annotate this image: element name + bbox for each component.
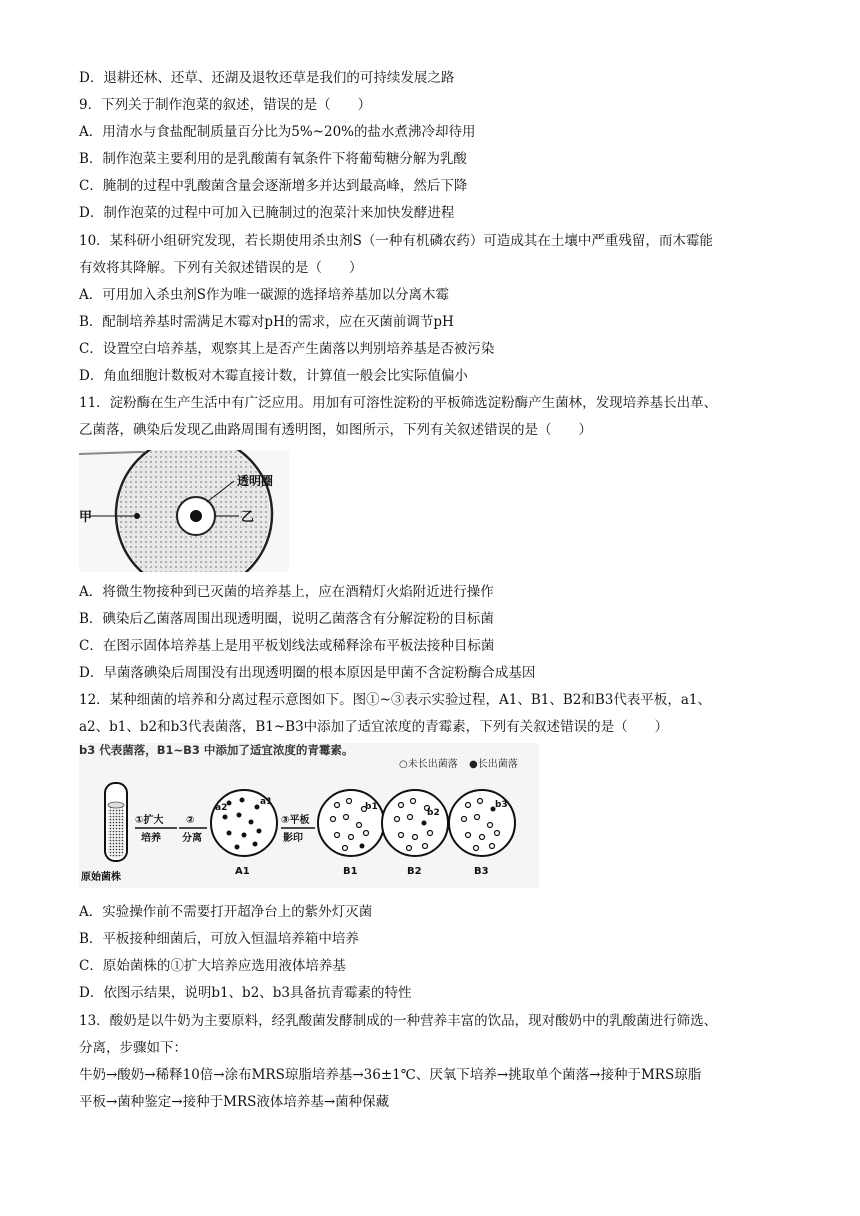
test-tube-icon <box>105 783 127 861</box>
question-11-stem: 11．淀粉酶在生产生活中有广泛应用。用加有可溶性淀粉的平板筛选淀粉酶产生菌林，发现培养基长出革、 <box>79 395 718 411</box>
colony-yi <box>190 510 202 522</box>
option-c: C．设置空白培养基，观察其上是否产生菌落以判别培养基是否被污染 <box>79 341 495 357</box>
option-d: D．制作泡菜的过程中可加入已腌制过的泡菜汁来加快发酵进程 <box>79 205 455 221</box>
option-a: A．用清水与食盐配制质量百分比为5%~20%的盐水煮沸冷却待用 <box>79 124 476 140</box>
option-d: D．角血细胞计数板对木霉直接计数，计算值一般会比实际值偏小 <box>79 368 468 384</box>
plate-b3-label: B3 <box>474 866 489 877</box>
legend-colony: ●长出菌落 <box>469 759 518 770</box>
option-d: D．依图示结果，说明b1、b2、b3具备抗青霉素的特性 <box>79 985 412 1001</box>
option-a: A．将微生物接种到已灭菌的培养基上，应在酒精灯火焰附近进行操作 <box>79 584 494 600</box>
colony-b3-label: b3 <box>495 800 508 810</box>
colony-a1-label: a1 <box>260 797 273 807</box>
label-jia: 甲 <box>79 510 93 525</box>
option-d: D．早菌落碘染后周围没有出现透明圈的根本原因是甲菌不含淀粉酶合成基因 <box>79 665 536 681</box>
tube-label: 原始菌株 <box>81 872 121 883</box>
option-c: C．在图示固体培养基上是用平板划线法或稀释涂布平板法接种目标菌 <box>79 638 495 654</box>
question-10-stem: 10．某科研小组研究发现，若长期使用杀虫剂S（一种有机磷农药）可造成其在土壤中严重残留，而木霉能 <box>79 233 713 249</box>
option-c: C．腌制的过程中乳酸菌含量会逐渐增多并达到最高峰，然后下降 <box>79 178 468 194</box>
option-a: A．实验操作前不需要打开超净台上的紫外灯灭菌 <box>79 904 373 920</box>
label-ring: 透明圈 <box>237 474 274 488</box>
option-b: B．碘染后乙菌落周围出现透明圈，说明乙菌落含有分解淀粉的目标菌 <box>79 611 494 627</box>
option-a: A．可用加入杀虫剂S作为唯一碳源的选择培养基加以分离木霉 <box>79 287 449 303</box>
colony-a2-label: a2 <box>215 803 228 813</box>
question-13-stem: 13．酸奶是以牛奶为主要原料，经乳酸菌发酵制成的一种营养丰富的饮品，现对酸奶中的乳酸菌进行筛选、 <box>79 1013 718 1029</box>
question-12-stem-cont: a2、b1、b2和b3代表菌落，B1~B3中添加了适宜浓度的青霉素，下列有关叙述错误的是（ ） <box>79 719 669 735</box>
figure-petri-dish <box>79 450 289 572</box>
figure-replica-plating <box>79 743 539 888</box>
option-b: B．平板接种细菌后，可放入恒温培养箱中培养 <box>79 931 359 947</box>
question-12-stem: 12．某种细菌的培养和分离过程示意图如下。图①~③表示实验过程，A1、B1、B2和B3代表平板，a1、 <box>79 692 711 708</box>
question-9-stem: 9．下列关于制作泡菜的叙述，错误的是（ ） <box>79 97 372 113</box>
option-c: C．原始菌株的①扩大培养应选用液体培养基 <box>79 958 346 974</box>
colony-b1-label: b1 <box>365 802 378 812</box>
colony-b2-label: b2 <box>427 808 440 818</box>
plate-b1-label: B1 <box>343 866 358 877</box>
colony-jia <box>134 513 140 519</box>
label-yi: 乙 <box>241 510 255 525</box>
step1-top: ①扩大 <box>135 815 164 826</box>
plate-b2-label: B2 <box>407 866 422 877</box>
cropped-top-text: b3 代表菌落，B1~B3 中添加了适宜浓度的青霉素。 <box>79 743 354 757</box>
step2-top: ② <box>186 815 195 826</box>
plate-a1-label: A1 <box>235 866 250 877</box>
procedure-steps: 牛奶→酸奶→稀释10倍→涂布MRS琼脂培养基→36±1℃、厌氧下培养→挑取单个菌落→接种于MRS琼脂 <box>79 1067 702 1083</box>
step2-bottom: 分离 <box>182 833 202 844</box>
option-b: B．制作泡菜主要利用的是乳酸菌有氧条件下将葡萄糖分解为乳酸 <box>79 151 467 167</box>
text-line: D．退耕还林、还草、还湖及退牧还草是我们的可持续发展之路 <box>79 70 455 86</box>
legend-no-colony: ○未长出菌落 <box>399 759 458 770</box>
question-10-stem-cont: 有效将其降解。下列有关叙述错误的是（ ） <box>79 260 363 276</box>
step3-bottom: 影印 <box>283 833 303 844</box>
question-11-stem-cont: 乙菌落，碘染后发现乙曲路周围有透明图，如图所示，下列有关叙述错误的是（ ） <box>79 422 592 438</box>
option-b: B．配制培养基时需满足木霉对pH的需求，应在灭菌前调节pH <box>79 314 454 330</box>
step3-top: ③平板 <box>281 815 310 826</box>
step1-bottom: 培养 <box>141 833 161 844</box>
procedure-steps-cont: 平板→菌种鉴定→接种于MRS液体培养基→菌种保藏 <box>79 1094 390 1110</box>
question-13-stem-cont: 分离，步骤如下： <box>79 1040 187 1056</box>
